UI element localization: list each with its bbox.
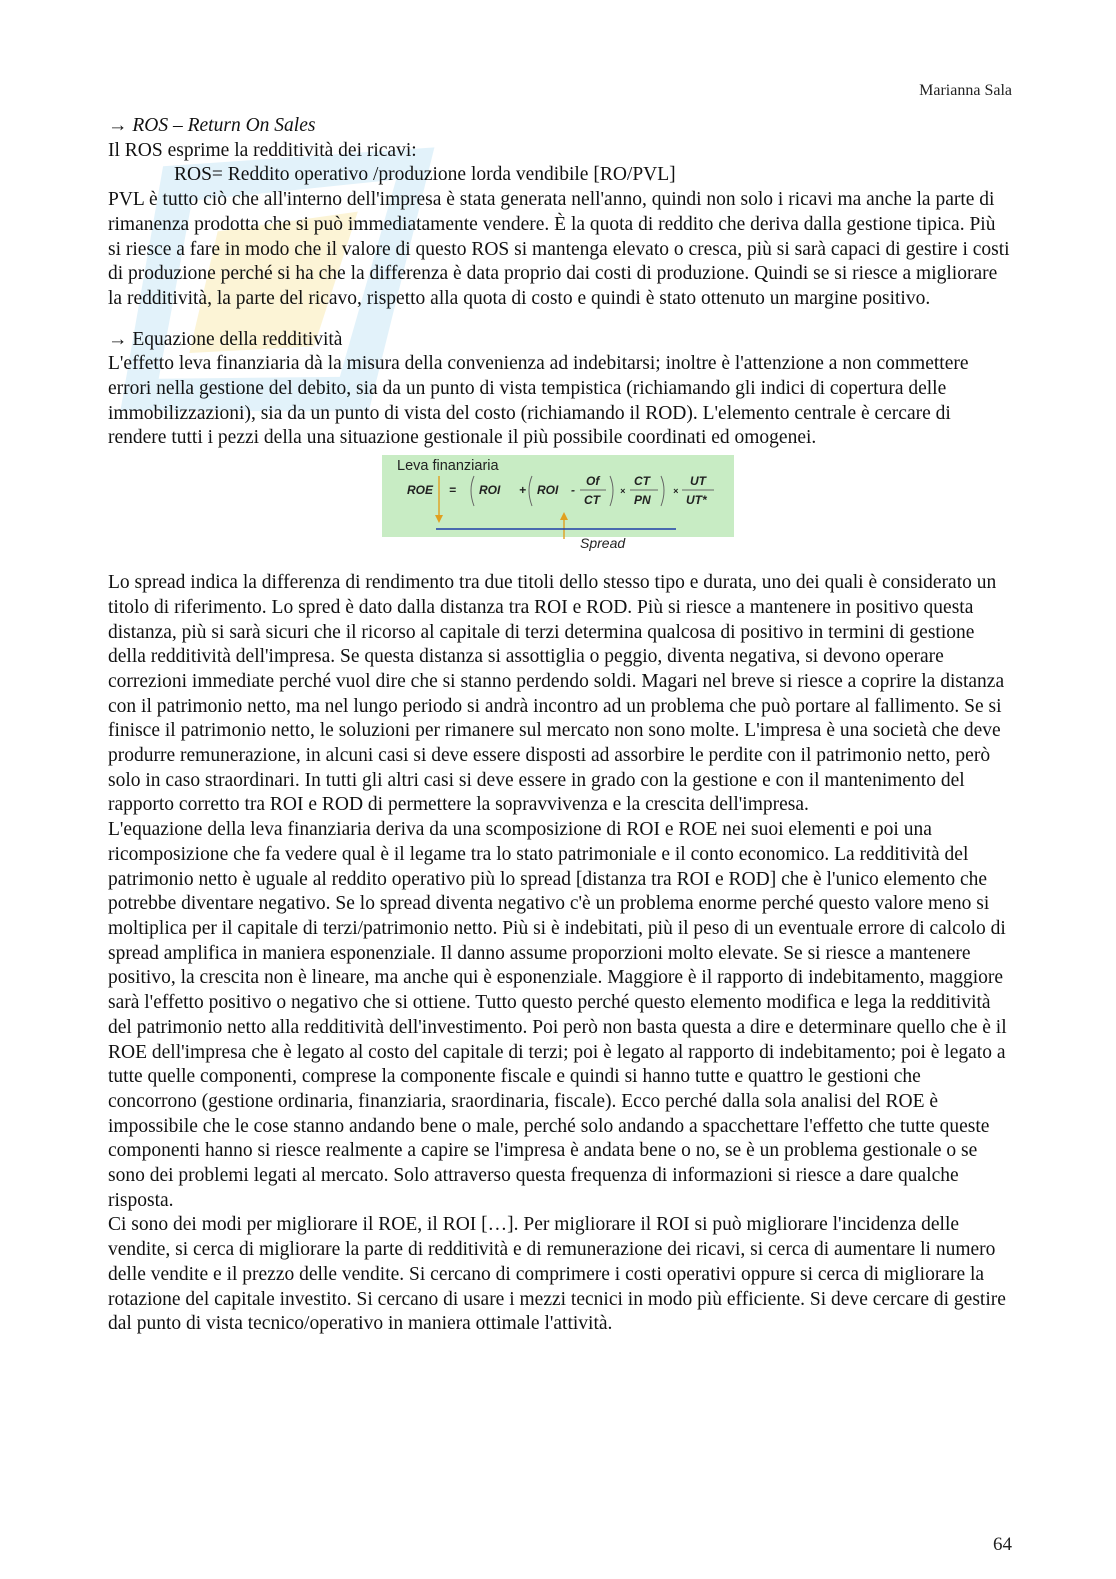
spread-label: Spread — [580, 535, 626, 552]
of-label: Of — [586, 474, 600, 489]
ros-formula: ROS= Reddito operativo /produzione lorda vendibile [RO/PVL] — [174, 164, 676, 186]
leverage-figure — [382, 455, 734, 553]
ct-label-2: CT — [634, 474, 650, 489]
leverage-diagram — [382, 455, 734, 553]
plus-sign: + — [519, 483, 527, 498]
figure-title: Leva finanziaria — [397, 458, 499, 475]
page-content — [108, 114, 1010, 1337]
times-sign-1: × — [620, 486, 626, 497]
equation-paragraph: L'effetto leva finanziaria dà la misura della convenienza ad indebitarsi; inoltre è l'attenzione a non commettere errori nella gestione del debito, sia da un punto di vista tempistica (richiamando gli indici di copertura delle immobilizzazioni), sia da un punto di vista del costo (richiamando il ROD). L'elemento centrale è cercare di rendere tutti i pezzi della una situazione gestionale il più possibile coordinati ed omogenei. — [108, 353, 969, 449]
equation-heading: → Equazione della redditività — [108, 328, 343, 350]
page-number: 64 — [993, 1534, 1012, 1555]
equals-sign: = — [449, 483, 457, 498]
roe-label: ROE — [407, 483, 434, 498]
roi-label-1: ROI — [479, 483, 501, 498]
author-name: Marianna Sala — [919, 82, 1012, 99]
spread-paragraph: Lo spread indica la differenza di rendimento tra due titoli dello stesso tipo e durata, uno dei quali è considerato un titolo di riferimento. Lo spred è dato dalla distanza tra ROI e ROD. Più si riesce a mantenere in positivo questa distanza, più si sarà sicuri che il ricorso al capitale di terzi determina qualcosa di positivo in termini di gestione della redditività dell'impresa. Se questa distanza si assottiglia o peggio, diventa negativa, si devono operare correzioni immediate perché vuol dire che si stanno perdendo soldi. Magari nel breve si riesce a coprire la distanza con il patrimonio netto, ma nel lungo periodo si andrà incontro ad un problema che può portare al fallimento. Se si finisce il patrimonio netto, le soluzioni per rimanere sul mercato non sono molte. L'impresa è una società che deve produrre remunerazione, in alcuni casi si deve essere disposti ad assorbire le perdite con il patrimonio netto, però solo in caso straordinari. In tutti gli altri casi si deve essere in grado con la gestione e con il mantenimento del rapporto corretto tra ROI e ROD di permettere la sopravvivenza e la crescita dell'impresa. — [108, 572, 1005, 816]
leverage-paragraph: L'equazione della leva finanziaria deriva da una scomposizione di ROI e ROE nei suoi elementi e poi una ricomposizione che fa vedere qual è il legame tra lo stato patrimoniale e il conto economico. La redditività del patrimonio netto è uguale al reddito operativo più lo spread [distanza tra ROI e ROD] che è l'unico elemento che potrebbe diventare negativo. Se lo spread diventa negativo c'è un problema enorme perché questo valore meno si moltiplica per il capitale di terzi/patrimonio netto. Più si è indebitati, più il peso di un eventuale errore di calcolo di spread amplifica in maniera esponenziale. Il danno assume proporzioni molto elevate. Se si riesce a mantenere positivo, la crescita non è lineare, ma anche qui è esponenziale. Maggiore è il rapporto di indebitamento, maggiore sarà l'effetto positivo o negativo che si ottiene. Tutto questo perché questo elemento modifica e lega la redditività del patrimonio netto alla redditività dell'investimento. Poi però non basta questa a dire e determinare quello che è il ROE dell'impresa che è legato al costo del capitale di terzi; poi è legato al rapporto di indebitamento; poi è legato a tutte quelle componenti, comprese la componente fiscale e quindi si hanno tutte e quattro le gestioni che concorrono (gestione ordinaria, finanziaria, sraordinaria, fiscale). Ecco perché dalla sola analisi del ROE è impossibile che le cose stanno andando bene o male, perché solo andando a spacchettare l'effetto che tutte queste componenti hanno si riesce realmente a capire se l'impresa è andata bene o no, se è un problema gestionale o se sono dei problemi legati al mercato. Solo attraverso questa frequenza di informazioni si riesce a dare qualche risposta. — [108, 819, 1007, 1211]
ut-star-label: UT* — [686, 493, 707, 508]
minus-sign: - — [571, 483, 575, 498]
ros-intro: Il ROS esprime la redditività dei ricavi: — [108, 139, 417, 161]
roi-label-2: ROI — [537, 483, 559, 498]
ct-label: CT — [584, 493, 600, 508]
times-sign-2: × — [673, 486, 679, 497]
ros-paragraph: PVL è tutto ciò che all'interno dell'impresa è stata generata nell'anno, quindi non solo i ricavi ma anche la parte di rimanenza prodotta che si può immediatamente vendere. È la quota di reddito che deriva dalla gestione tipica. Più si riesce a fare in modo che il valore di questo ROS si mantenga elevato o cresca, più si sarà capaci di gestire i costi di produzione perché si ha che la differenza è data proprio dai costi di produzione. Quindi se si riesce a migliorare la redditività, la parte del ricavo, rispetto alla quota di costo e quindi è stato ottenuto un margine positivo. — [108, 189, 1010, 309]
ut-label: UT — [690, 474, 706, 489]
ros-heading: → ROS – Return On Sales — [108, 115, 316, 136]
roe-paragraph: Ci sono dei modi per migliorare il ROE, il ROI […]. Per migliorare il ROI si può migliorare l'incidenza delle vendite, si cerca di migliorare la parte di redditività e di remunerazione dei ricavi, si cerca di aumentare li numero delle vendite e il prezzo delle vendite. Si cercano di comprimere i costi operativi oppure si cerca di migliorare la rotazione del capitale investito. Si cercano di usare i mezzi tecnici in modo più efficiente. Si deve cercare di gestire dal punto di vista tecnico/operativo in maniera ottimale l'attività. — [108, 1214, 1006, 1335]
pn-label: PN — [634, 493, 651, 508]
